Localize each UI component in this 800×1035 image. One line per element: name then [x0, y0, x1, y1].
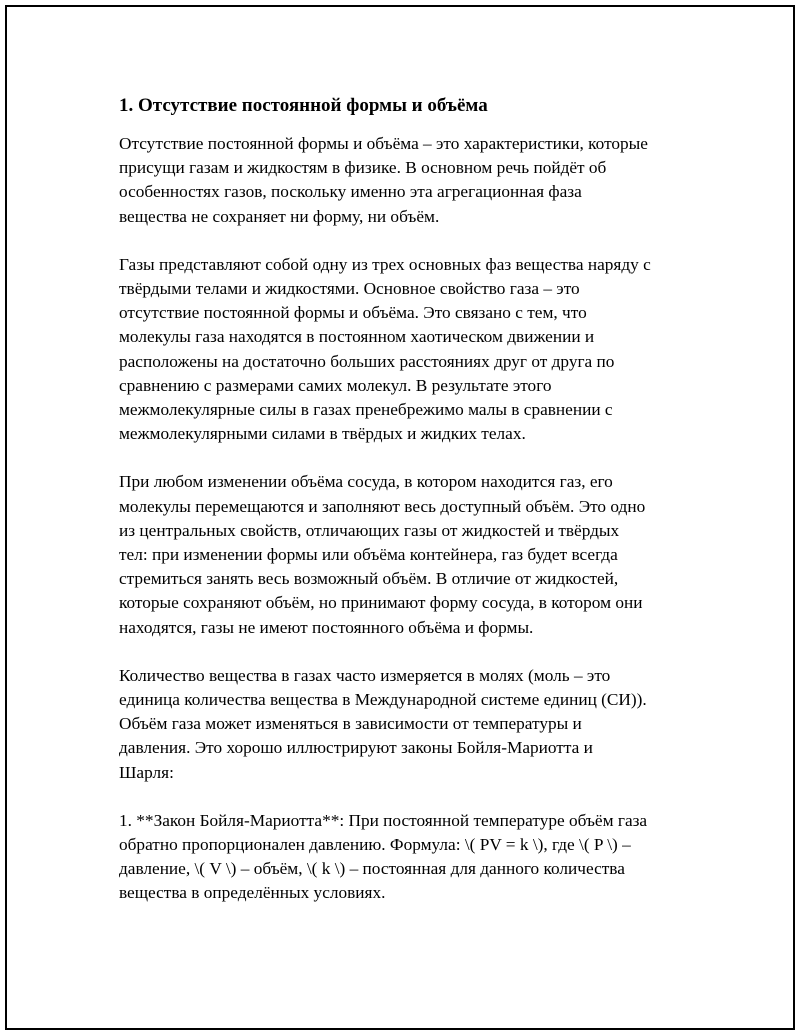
text-line: обратно пропорционален давлению. Формула: \( PV = k \), где \( P \) –: [119, 835, 631, 855]
document-body: [119, 92, 709, 930]
section-heading: 1. Отсутствие постоянной формы и объёма: [119, 95, 488, 116]
text-line: Шарля:: [119, 762, 174, 782]
text-line: давление, \( V \) – объём, \( k \) – постоянная для данного количества: [119, 859, 625, 879]
paragraph: [119, 470, 709, 639]
text-line: При любом изменении объёма сосуда, в котором находится газ, его: [119, 472, 613, 492]
text-line: межмолекулярными силами в твёрдых и жидких телах.: [119, 424, 526, 444]
text-line: Газы представляют собой одну из трех основных фаз вещества наряду с: [119, 254, 651, 274]
text-line: стремиться занять весь возможный объём. В отличие от жидкостей,: [119, 569, 619, 589]
text-line: Объём газа может изменяться в зависимости от температуры и: [119, 714, 582, 734]
paragraph: [119, 664, 709, 785]
text-line: расположены на достаточно больших расстояниях друг от друга по: [119, 351, 615, 371]
text-line: отсутствие постоянной формы и объёма. Это связано с тем, что: [119, 303, 587, 323]
text-line: из центральных свойств, отличающих газы от жидкостей и твёрдых: [119, 520, 620, 540]
paragraph: [119, 253, 709, 447]
text-line: молекулы газа находятся в постоянном хаотическом движении и: [119, 327, 595, 347]
text-line: межмолекулярные силы в газах пренебрежимо малы в сравнении с: [119, 400, 613, 420]
paragraph: [119, 132, 709, 229]
text-line: Отсутствие постоянной формы и объёма – это характеристики, которые: [119, 134, 648, 153]
text-line: сравнению с размерами самих молекул. В результате этого: [119, 375, 552, 395]
text-line: твёрдыми телами и жидкостями. Основное свойство газа – это: [119, 279, 580, 299]
text-line: вещества в определённых условиях.: [119, 883, 386, 903]
text-line: находятся, газы не имеют постоянного объёма и формы.: [119, 617, 534, 637]
text-line: присущи газам и жидкостям в физике. В основном речь пойдёт об: [119, 158, 607, 178]
text-line: молекулы перемещаются и заполняют весь доступный объём. Это одно: [119, 496, 646, 516]
paragraph: [119, 809, 709, 906]
text-line: Количество вещества в газах часто измеряется в молях (моль – это: [119, 665, 611, 685]
text-line: тел: при изменении формы или объёма контейнера, газ будет всегда: [119, 545, 618, 565]
text-line: которые сохраняют объём, но принимают форму сосуда, в котором они: [119, 593, 643, 613]
text-line: 1. **Закон Бойля-Мариотта**: При постоянной температуре объём газа: [119, 810, 648, 830]
text-line: единица количества вещества в Международной системе единиц (СИ)).: [119, 690, 647, 710]
text-line: давления. Это хорошо иллюстрируют законы Бойля-Мариотта и: [119, 738, 593, 758]
text-line: особенностях газов, поскольку именно эта агрегационная фаза: [119, 182, 582, 202]
text-line: вещества не сохраняет ни форму, ни объём.: [119, 206, 440, 226]
